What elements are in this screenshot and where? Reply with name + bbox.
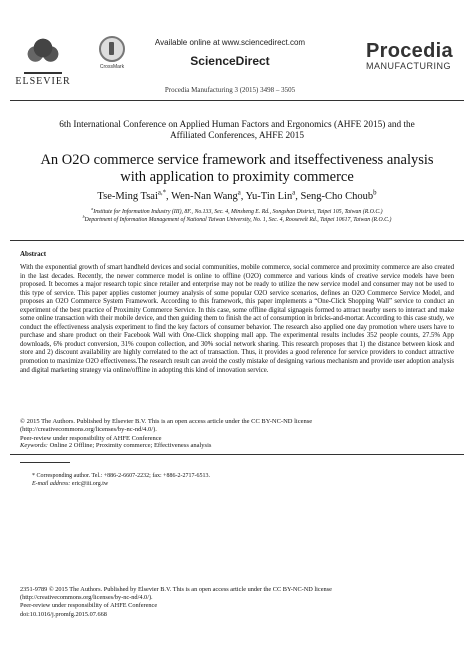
footer-peer-review: Peer-review under responsibility of AHFE Conference: [20, 602, 158, 610]
paper-title: [20, 152, 454, 186]
abstract-bottom-divider: [10, 454, 464, 455]
conference-line-2: Affiliated Conferences, AHFE 2015: [169, 131, 305, 141]
keywords: [20, 442, 454, 449]
corresponding-author-contact: * Corresponding author. Tel.: +886-2-6607-2232; fax: +886-2-2717-6513.: [32, 473, 211, 479]
footer-doi[interactable]: doi:10.1016/j.promfg.2015.07.668: [20, 610, 107, 618]
author-name: Seng-Cho Choub: [300, 191, 374, 202]
copyright-notice: [20, 418, 454, 443]
elsevier-tree-icon: [24, 32, 62, 74]
footnote-divider: [20, 462, 70, 463]
platform-name: ScienceDirect: [190, 54, 270, 68]
crossmark-icon: [99, 36, 125, 62]
paper-title-line-1: An O2O commerce service framework and itseffectiveness analysis: [40, 152, 434, 168]
author-separator: ,: [166, 191, 172, 202]
email-label: E-mail address:: [32, 480, 71, 487]
journal-brand: [366, 40, 470, 71]
keywords-label: Keywords:: [20, 442, 48, 449]
author-name: Wen-Nan Wang: [171, 191, 238, 202]
elsevier-logo: [14, 30, 72, 86]
affiliation-a-text: Institute for Information Industry (III), 8F., No.133, Sec. 4, Minsheng E. Rd., Songshan District, Taipei 105, Taiwan (R.O.C.): [93, 209, 383, 215]
crossmark-label: CrossMark: [99, 64, 125, 70]
abstract-heading: Abstract: [20, 250, 47, 258]
author-name: Yu-Tin Lin: [245, 191, 293, 202]
journal-brand-title: Procedia: [366, 40, 453, 62]
affiliation-b-text: Department of Information Management of National Taiwan University, No. 1, Sec. 4, Roosevelt Rd., Taipei 10617, Taiwan (R.O.C.): [84, 216, 392, 223]
page-header: [0, 0, 474, 104]
author-separator: ,: [295, 191, 301, 202]
page-footer: [20, 586, 454, 619]
header-divider: [10, 100, 464, 101]
email-address[interactable]: eric@iii.org.tw: [71, 480, 109, 487]
journal-brand-subtitle: MANUFACTURING: [366, 61, 451, 71]
affiliations: [20, 209, 454, 224]
peer-review-line: Peer-review under responsibility of AHFE Conference: [20, 434, 162, 442]
publisher-name: ELSEVIER: [15, 76, 71, 87]
affiliation-b-mark: b: [82, 214, 85, 219]
author-affiliation-mark: b: [373, 189, 377, 197]
footer-license-link[interactable]: (http://creativecommons.org/licenses/by-nc-nd/4.0/).: [20, 594, 153, 602]
keywords-list: Online 2 Offline; Proximity commerce; Effectiveness analysis: [49, 442, 212, 449]
available-online-text: Available online at www.sciencedirect.com: [154, 38, 306, 47]
affiliation-a-mark: a: [91, 207, 94, 212]
copyright-line-1: © 2015 The Authors. Published by Elsevier B.V. This is an open access article under the CC BY-NC-ND license: [20, 418, 313, 425]
author-affiliation-mark: a,: [157, 189, 163, 197]
conference-info: [30, 120, 444, 142]
author-affiliation-mark: a: [237, 189, 241, 197]
author-name: Tse-Ming Tsai: [97, 191, 158, 202]
abstract-top-divider: [10, 240, 464, 241]
corresponding-author-mark: *: [162, 189, 167, 197]
crossmark-badge[interactable]: [94, 36, 130, 76]
author-list: [20, 191, 454, 202]
license-link[interactable]: (http://creativecommons.org/licenses/by-nc-nd/4.0/).: [20, 426, 157, 434]
affiliation-a: [20, 209, 454, 217]
author-separator: ,: [240, 191, 246, 202]
author-affiliation-mark: a: [292, 189, 296, 197]
footer-issn-copyright: 2351-9789 © 2015 The Authors. Published by Elsevier B.V. This is an open access article under the CC BY-NC-ND license: [20, 586, 332, 593]
abstract-body: With the exponential growth of smart handheld devices and social communities, mobile commerce, social commerce and proximity commerce are also created in the last decades. Recently, the newer commerce model is online to offline (O2O) commerce and various kinds of creative service models have been proposed. It becomes a major research topic since retailer and enterprise may not be ready to utilize the new service model and consumer may not be used to this type of service. This paper applies customer journey analysis of some popular O2O service scenarios, defines an O2O Commerce Service Model, and proposes an O2O Commerce System Framework. According to this framework, this paper implements a “One-Click Shopping Wall” service to conduct an experiment of the best practice of Proximity Commerce Service. In this case, some offline digital signageis formed to attract nearby users to interact and make some online transaction with their mobile device, and then guiding them to finish the act of consumption in bricks-and-mortar. According to this case study, we conduct the effectiveness analysis experiment to find the key factors of consumer behavior. The research also applied one day promotion where users have to purchase and share product on their Facebook Wall with One-Click shopping mall app. The experimental results includes 352 people counts, 27.5% App downloads, 6% product conversion, 31% coupon collection, and 30% social network sharing. This research proposes that 1) the distance between kiosk and store and 2) discount availability are highly correlated to the act of transaction. Thus, it provides a good reference for service providers to conduct attractive promotion to maximize O2O effectiveness.The research result can avoid the costly mistake of designing various mechanism and provide user adoption analysis and digital marketing strategy via online/offline in adopting this kind of innovation service.: [20, 264, 454, 374]
journal-reference: Procedia Manufacturing 3 (2015) 3498 – 3505: [164, 86, 296, 94]
conference-line-1: 6th International Conference on Applied Human Factors and Ergonomics (AHFE 2015) and the: [59, 120, 415, 130]
affiliation-b: [20, 214, 454, 225]
paper-title-line-2: with application to proximity commerce: [120, 169, 354, 185]
corresponding-author-footnote: [32, 473, 452, 488]
